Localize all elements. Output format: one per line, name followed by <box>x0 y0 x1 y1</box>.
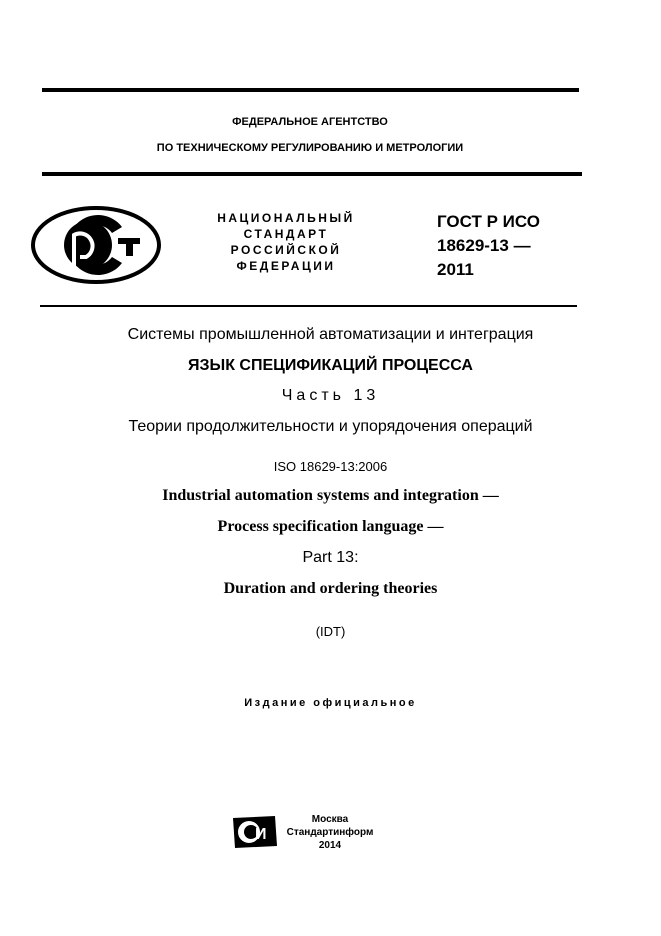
publisher-info <box>280 813 380 852</box>
designation-line-2: 18629-13 — <box>437 236 531 255</box>
agency-line-2: ПО ТЕХНИЧЕСКОМУ РЕГУЛИРОВАНИЮ И МЕТРОЛОГИИ <box>156 142 464 154</box>
standartinform-logo <box>231 814 281 850</box>
title-ru-part: Часть 13 <box>281 387 380 404</box>
standard-type-line-4: ФЕДЕРАЦИИ <box>236 259 336 273</box>
rst-logo <box>30 205 162 285</box>
designation-line-1: ГОСТ Р ИСО <box>437 212 540 231</box>
designation-line-3: 2011 <box>437 260 474 279</box>
standard-type <box>196 210 376 274</box>
header-rule <box>42 172 582 176</box>
title-en-series: Industrial automation systems and integration — <box>162 487 499 504</box>
publisher-city: Москва <box>311 814 349 825</box>
title-en-part: Part 13: <box>302 549 359 566</box>
standard-type-line-2: СТАНДАРТ <box>243 227 329 241</box>
agency-line-1: ФЕДЕРАЛЬНОЕ АГЕНТСТВО <box>232 116 388 128</box>
top-rule <box>42 88 579 92</box>
standartinform-logo-icon <box>231 814 281 850</box>
title-en-main: Process specification language — <box>217 518 444 535</box>
standard-type-line-1: НАЦИОНАЛЬНЫЙ <box>217 211 355 225</box>
publisher-name: Стандартинформ <box>286 827 374 838</box>
rst-logo-icon <box>30 205 162 285</box>
equivalence-degree: (IDT) <box>315 624 346 639</box>
designation-rule <box>40 305 577 307</box>
svg-text:И: И <box>255 826 267 843</box>
edition-label: Издание официальное <box>244 697 417 709</box>
iso-reference: ISO 18629-13:2006 <box>273 459 388 474</box>
title-ru-main: ЯЗЫК СПЕЦИФИКАЦИЙ ПРОЦЕССА <box>188 357 473 374</box>
title-ru-series: Системы промышленной автоматизации и интеграция <box>127 326 534 343</box>
title-ru-subtitle: Теории продолжительности и упорядочения операций <box>128 418 533 435</box>
standard-type-line-3: РОССИЙСКОЙ <box>230 243 342 257</box>
standard-designation <box>437 210 540 282</box>
title-en-subtitle: Duration and ordering theories <box>223 580 438 597</box>
publisher-year: 2014 <box>318 840 342 851</box>
